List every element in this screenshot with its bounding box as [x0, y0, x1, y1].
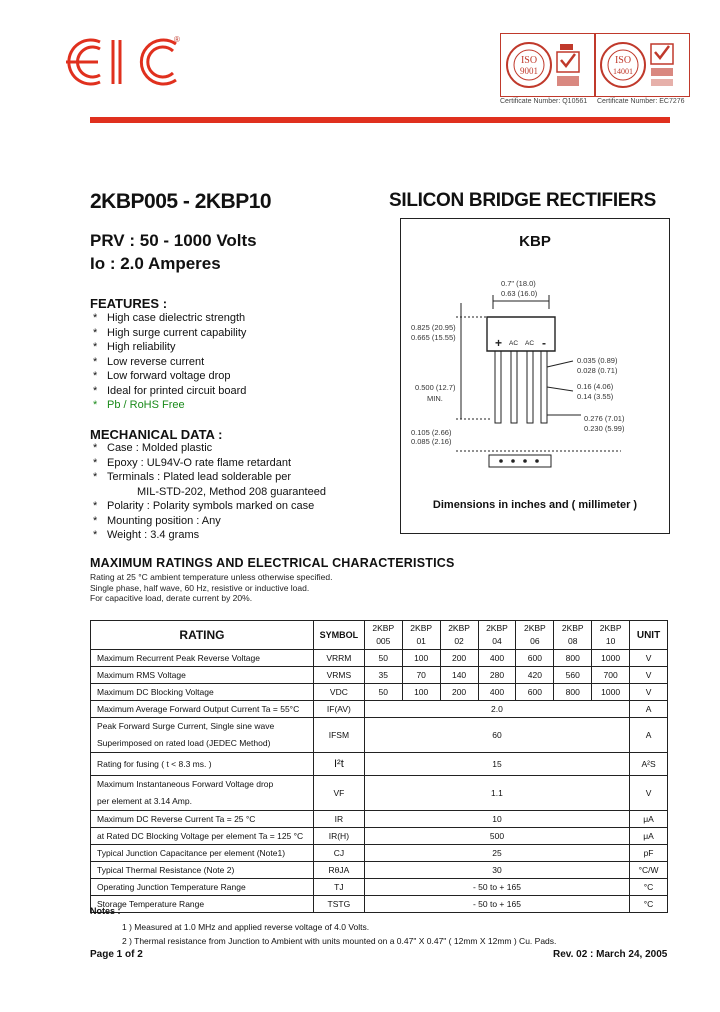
cell-value: 500 — [364, 828, 629, 845]
features-title: FEATURES : — [90, 296, 168, 311]
cell-value: 280 — [478, 667, 516, 684]
mechanical-title: MECHANICAL DATA : — [90, 427, 223, 442]
dim-top-width-2: 0.63 (16.0) — [501, 289, 538, 298]
row-unit: V — [630, 776, 668, 811]
table-row — [91, 862, 668, 879]
dim-span-2: 0.230 (5.99) — [584, 424, 625, 433]
svg-text:ISO: ISO — [520, 55, 538, 66]
condition-line: For capacitive load, derate current by 20%. — [90, 593, 253, 603]
package-diagram-box — [400, 218, 670, 534]
polarity-plus: + — [495, 336, 503, 350]
table-row — [91, 701, 668, 718]
list-item: * Low forward voltage drop — [93, 370, 231, 382]
cell-value: - 50 to + 165 — [364, 879, 629, 896]
row-unit: A — [630, 701, 668, 718]
cell-value: 35 — [364, 667, 402, 684]
dim-pitch-2: 0.14 (3.55) — [577, 392, 614, 401]
table-header-row — [91, 621, 668, 650]
cell-value: 420 — [516, 667, 554, 684]
cell-value: 10 — [364, 811, 629, 828]
iso-14001-badge — [594, 33, 690, 97]
svg-text:9001: 9001 — [520, 66, 538, 76]
cell-value: - 50 to + 165 — [364, 896, 629, 913]
table-row — [91, 753, 668, 776]
header-code: 2KBP 04 — [478, 621, 516, 650]
cell-value: 800 — [554, 650, 592, 667]
cell-value: 50 — [364, 684, 402, 701]
row-symbol: TJ — [313, 879, 364, 896]
table-row — [91, 828, 668, 845]
list-item: * High reliability — [93, 341, 176, 353]
row-unit: A — [630, 718, 668, 753]
product-title: SILICON BRIDGE RECTIFIERS — [389, 190, 656, 211]
row-name: Storage Temperature Range — [91, 896, 314, 913]
package-outline-drawing — [401, 219, 669, 533]
notes-title: Notes : — [90, 906, 121, 916]
table-row — [91, 718, 668, 753]
cell-value: 30 — [364, 862, 629, 879]
table-row — [91, 776, 668, 811]
row-name: at Rated DC Blocking Voltage per element Ta = 125 °C — [91, 828, 314, 845]
table-row — [91, 845, 668, 862]
row-symbol: IFSM — [313, 718, 364, 753]
cell-value: 600 — [516, 684, 554, 701]
cert-number-1: Certificate Number: Q10561 — [500, 98, 588, 105]
list-item: * Terminals : Plated lead solderable per — [93, 471, 292, 483]
prv-spec: PRV : 50 - 1000 Volts — [90, 231, 257, 250]
table-row — [91, 667, 668, 684]
ratings-conditions — [90, 572, 332, 604]
cell-value: 100 — [402, 650, 440, 667]
row-unit: V — [630, 684, 668, 701]
cell-value: 800 — [554, 684, 592, 701]
list-item: * High surge current capability — [93, 326, 247, 339]
row-unit: V — [630, 667, 668, 684]
header-code: 2KBP 005 — [364, 621, 402, 650]
dim-span-1: 0.276 (7.01) — [584, 414, 625, 423]
list-item: * Polarity : Polarity symbols marked on case — [93, 500, 315, 512]
cell-value: 1000 — [592, 684, 630, 701]
condition-line: Rating at 25 °C ambient temperature unless otherwise specified. — [90, 572, 333, 582]
table-row — [91, 650, 668, 667]
ratings-title: MAXIMUM RATINGS AND ELECTRICAL CHARACTERISTICS — [90, 556, 455, 570]
row-unit: μA — [630, 811, 668, 828]
row-name: Maximum Recurrent Peak Reverse Voltage — [91, 650, 314, 667]
dim-lead-dia-2: 0.085 (2.16) — [411, 437, 452, 446]
list-item: * Weight : 3.4 grams — [93, 529, 200, 541]
row-unit: V — [630, 650, 668, 667]
dim-top-width-1: 0.7" (18.0) — [501, 279, 536, 288]
row-name: Maximum Average Forward Output Current Ta = 55°C — [91, 701, 314, 718]
header-rating: RATING — [91, 621, 314, 650]
dim-lead-length-2: MIN. — [427, 394, 443, 403]
row-symbol: IR — [313, 811, 364, 828]
cell-value: 60 — [364, 718, 629, 753]
header-code: 2KBP 10 — [592, 621, 630, 650]
cell-value: 700 — [592, 667, 630, 684]
polarity-ac-1: AC — [509, 340, 519, 347]
polarity-ac-2: AC — [525, 340, 535, 347]
eic-logo — [58, 36, 188, 88]
row-symbol: VF — [313, 776, 364, 811]
iso-9001-seal-icon — [505, 38, 591, 92]
list-item: * High case dielectric strength — [93, 312, 246, 324]
revision-date: Rev. 02 : March 24, 2005 — [553, 949, 668, 960]
note-item: 1 ) Measured at 1.0 MHz and applied reverse voltage of 4.0 Volts. — [122, 922, 370, 932]
part-range-title: 2KBP005 - 2KBP10 — [90, 190, 272, 213]
list-item: * Case : Molded plastic — [93, 442, 213, 454]
row-unit: μA — [630, 828, 668, 845]
row-name: Maximum DC Reverse Current Ta = 25 °C — [91, 811, 314, 828]
list-item-rohs: * Pb / RoHS Free — [93, 399, 185, 411]
io-spec: Io : 2.0 Amperes — [90, 254, 221, 273]
row-symbol: TSTG — [313, 896, 364, 913]
iso-9001-badge — [500, 33, 596, 97]
cell-value: 200 — [440, 684, 478, 701]
row-symbol: CJ — [313, 845, 364, 862]
row-symbol: VRMS — [313, 667, 364, 684]
cell-value: 100 — [402, 684, 440, 701]
cell-value: 25 — [364, 845, 629, 862]
list-item: MIL-STD-202, Method 208 guaranteed — [137, 485, 326, 498]
cell-value: 1.1 — [364, 776, 629, 811]
cell-value: 1000 — [592, 650, 630, 667]
note-item: 2 ) Thermal resistance from Junction to Ambient with units mounted on a 0.47" X 0.47" ( 12mm X 12mm ) Cu. Pads. — [122, 936, 557, 946]
dim-pitch-1: 0.16 (4.06) — [577, 382, 614, 391]
header-code: 2KBP 08 — [554, 621, 592, 650]
row-unit: °C/W — [630, 862, 668, 879]
cell-value: 200 — [440, 650, 478, 667]
dim-lead-width-1: 0.035 (0.89) — [577, 356, 618, 365]
row-name: Maximum DC Blocking Voltage — [91, 684, 314, 701]
row-unit: °C — [630, 896, 668, 913]
row-unit: °C — [630, 879, 668, 896]
row-name: Operating Junction Temperature Range — [91, 879, 314, 896]
cell-value: 140 — [440, 667, 478, 684]
header-unit: UNIT — [630, 621, 668, 650]
header-symbol: SYMBOL — [313, 621, 364, 650]
header-code: 2KBP 02 — [440, 621, 478, 650]
cell-value: 50 — [364, 650, 402, 667]
row-name: Rating for fusing ( t < 8.3 ms. ) — [91, 753, 314, 776]
dim-lead-width-2: 0.028 (0.71) — [577, 366, 618, 375]
dim-lead-length-1: 0.500 (12.7) — [415, 383, 456, 392]
ratings-table — [90, 620, 668, 913]
cert-number-2: Certificate Number: EC7276 — [597, 98, 685, 105]
header-code: 2KBP 06 — [516, 621, 554, 650]
row-name: Maximum RMS Voltage — [91, 667, 314, 684]
features-list — [93, 311, 246, 413]
row-symbol: I²t — [313, 753, 364, 776]
row-symbol: VDC — [313, 684, 364, 701]
cell-value: 400 — [478, 650, 516, 667]
polarity-minus: - — [542, 336, 546, 350]
condition-line: Single phase, half wave, 60 Hz, resistive or inductive load. — [90, 582, 310, 593]
row-symbol: IF(AV) — [313, 701, 364, 718]
header-code: 2KBP 01 — [402, 621, 440, 650]
cell-value: 560 — [554, 667, 592, 684]
cell-value: 15 — [364, 753, 629, 776]
header-rule — [90, 117, 670, 123]
list-item: * Mounting position : Any — [93, 514, 221, 527]
table-row — [91, 879, 668, 896]
svg-text:ISO: ISO — [614, 55, 632, 66]
svg-text:14001: 14001 — [613, 67, 633, 76]
list-item: * Ideal for printed circuit board — [93, 384, 247, 397]
list-item: * Low reverse current — [93, 355, 205, 368]
package-title: KBP — [519, 233, 551, 250]
list-item: * Epoxy : UL94V-O rate flame retardant — [93, 456, 292, 469]
registered-mark: ® — [174, 35, 180, 44]
table-row — [91, 896, 668, 913]
row-symbol: RθJA — [313, 862, 364, 879]
table-row — [91, 811, 668, 828]
cell-value: 600 — [516, 650, 554, 667]
row-unit: A²S — [630, 753, 668, 776]
row-unit: pF — [630, 845, 668, 862]
dim-body-height-1: 0.825 (20.95) — [411, 323, 456, 332]
row-symbol: VRRM — [313, 650, 364, 667]
row-name: Typical Junction Capacitance per element (Note1) — [91, 845, 314, 862]
row-name: Maximum Instantaneous Forward Voltage drop per element at 3.14 Amp. — [91, 776, 314, 811]
row-name: Peak Forward Surge Current, Single sine wave Superimposed on rated load (JEDEC Method) — [91, 718, 314, 753]
dim-body-height-2: 0.665 (15.55) — [411, 333, 456, 342]
row-name: Typical Thermal Resistance (Note 2) — [91, 862, 314, 879]
mechanical-list — [93, 441, 326, 543]
cell-value: 2.0 — [364, 701, 629, 718]
page-number: Page 1 of 2 — [90, 949, 143, 960]
row-symbol: IR(H) — [313, 828, 364, 845]
diagram-caption: Dimensions in inches and ( millimeter ) — [432, 499, 638, 511]
cell-value: 70 — [402, 667, 440, 684]
dim-lead-dia-1: 0.105 (2.66) — [411, 428, 452, 437]
cell-value: 400 — [478, 684, 516, 701]
iso-14001-seal-icon — [599, 38, 685, 92]
table-row — [91, 684, 668, 701]
